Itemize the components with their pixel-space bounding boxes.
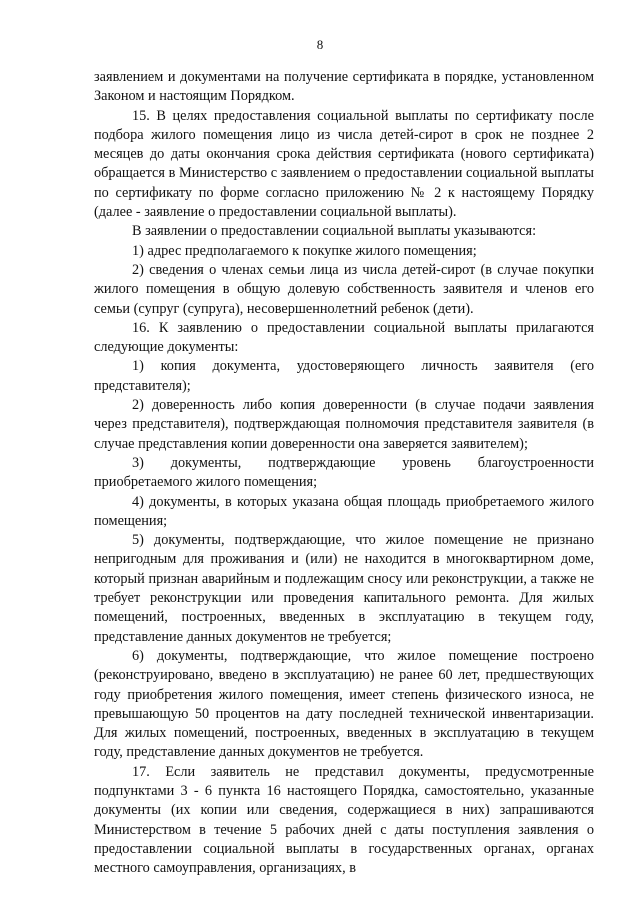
paragraph-11: 5) документы, подтверждающие, что жилое помещение не признано непригодным для проживания и (или) не находится в многоквартирном доме, который признан аварийным и подлежащим сносу или реконструкции, а также не требует реконструкции или проведения капитального ремонта. Для жилых помещений, построенных, введенных в эксплуатацию в текущем году, представление данных документов не требуется; [94, 532, 594, 645]
paragraph-13: 17. Если заявитель не представил документы, предусмотренные подпунктами 3 - 6 пункта 16 настоящего Порядка, самостоятельно, указанные документы (их копии или сведения, содержащиеся в них) запрашиваются Министерством в течение 5 рабочих дней с даты поступления заявления о предоставлении социальной выплаты в государственных органах, органах местного самоуправления, организациях, в [94, 763, 594, 877]
paragraph-4: 1) адрес предполагаемого к покупке жилого помещения; [132, 242, 477, 259]
paragraph-10: 4) документы, в которых указана общая площадь приобретаемого жилого помещения; [94, 493, 594, 529]
paragraph-7: 1) копия документа, удостоверяющего личность заявителя (его представителя); [94, 358, 594, 394]
paragraph-1: заявлением и документами на получение сертификата в порядке, установленном Законом и настоящим Порядком. [94, 69, 594, 105]
paragraph-6: 16. К заявлению о предоставлении социальной выплаты прилагаются следующие документы: [94, 319, 594, 356]
paragraph-3: В заявлении о предоставлении социальной выплаты указываются: [132, 223, 537, 240]
paragraph-2: 15. В целях предоставления социальной выплаты по сертификату после подбора жилого помещения лицо из числа детей-сирот в срок не позднее 2 месяцев до даты окончания срока действия сертификата (нового сертификата) обращается в Министерство с заявлением о предоставлении социальной выплаты по сертификату по форме согласно приложению № 2 к настоящему Порядку (далее - заявление о предоставлении социальной выплаты). [94, 107, 594, 221]
document-body [94, 68, 594, 878]
paragraph-8: 2) доверенность либо копия доверенности (в случае подачи заявления через представителя), подтверждающая полномочия представителя заявителя (в случае представления копии доверенности она заверяется заявителем); [94, 397, 594, 452]
page-number: 8 [316, 37, 324, 52]
paragraph-9: 3) документы, подтверждающие уровень благоустроенности приобретаемого жилого помещения; [94, 454, 594, 491]
paragraph-5: 2) сведения о членах семьи лица из числа детей-сирот (в случае покупки жилого помещения в общую долевую собственность заявителя и членов его семьи (супруг (супруга), несовершеннолетний ребенок (дети). [94, 261, 594, 317]
paragraph-12: 6) документы, подтверждающие, что жилое помещение построено (реконструировано, введено в эксплуатацию) не ранее 60 лет, предшествующих году приобретения жилого помещения, имеет степень физического износа, не превышающую 50 процентов на дату последней технической инвентаризации. Для жилых помещений, построенных, введенных в эксплуатацию в текущем году, представление данных документов не требуется. [94, 647, 594, 761]
